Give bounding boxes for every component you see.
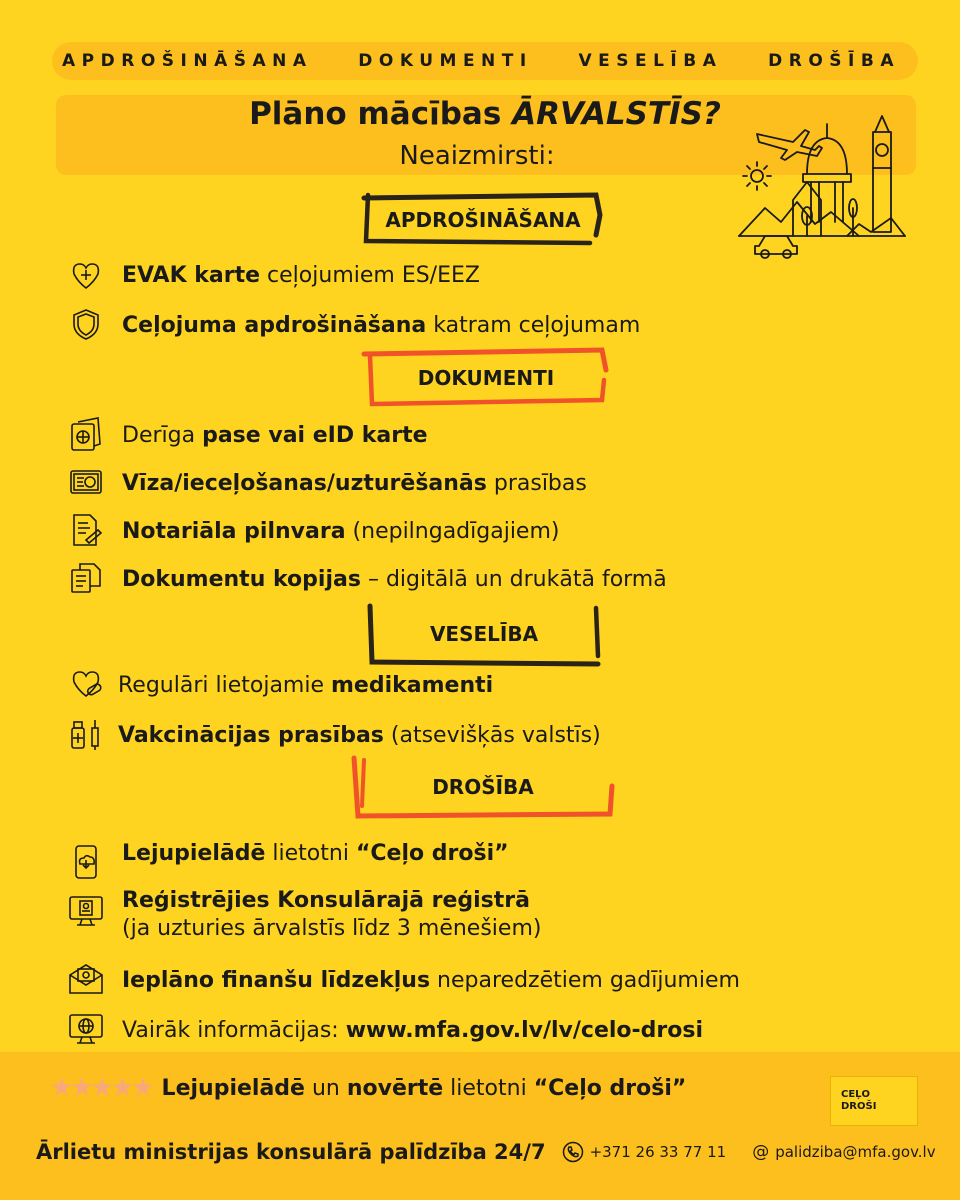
visa-rest: prasības bbox=[486, 471, 587, 496]
logo-line2: DROŠI bbox=[841, 1101, 877, 1112]
health-card-icon bbox=[68, 256, 108, 296]
money-envelope-icon bbox=[68, 961, 108, 1001]
list-item-meds bbox=[68, 672, 493, 706]
contact-line bbox=[36, 1140, 936, 1164]
computer-registry-icon bbox=[68, 893, 108, 933]
visa-stamp-icon bbox=[68, 464, 108, 504]
rate-and: un bbox=[304, 1075, 347, 1101]
list-item-travel-insurance bbox=[68, 312, 640, 346]
copies-bold: Dokumentu kopijas bbox=[122, 567, 361, 592]
app-mid: lietotni bbox=[265, 841, 356, 866]
rate-review: novērtē bbox=[346, 1075, 444, 1101]
category-documents: DOKUMENTI bbox=[358, 51, 533, 71]
register-bold: Reģistrējies Konsulārajā reģistrā bbox=[122, 888, 530, 913]
info-pre: Vairāk informācijas: bbox=[122, 1018, 346, 1043]
rate-download: Lejupielādē bbox=[161, 1075, 305, 1101]
ministry-label: Ārlietu ministrijas konsulārā palīdzība 24/7 bbox=[36, 1140, 546, 1164]
rating-stars[interactable]: ★★★★★ bbox=[50, 1073, 152, 1103]
globe-monitor-icon bbox=[68, 1011, 108, 1051]
page-subtitle: Neaizmirsti: bbox=[399, 141, 555, 171]
title-emphasis: ĀRVALSTĪS? bbox=[512, 96, 721, 132]
passport-bold: pase vai eID karte bbox=[202, 423, 428, 448]
vaccines-bold: Vakcinācijas prasības bbox=[118, 723, 384, 748]
section-documents bbox=[362, 350, 610, 406]
section-health bbox=[366, 604, 602, 664]
copies-icon bbox=[68, 560, 108, 600]
list-item-evak bbox=[68, 262, 480, 296]
list-item-visa bbox=[68, 470, 587, 504]
logo-line1: CEĻO bbox=[841, 1089, 871, 1100]
copies-rest: – digitālā un drukātā formā bbox=[360, 567, 667, 592]
info-link[interactable]: www.mfa.gov.lv/lv/celo-drosi bbox=[345, 1018, 704, 1043]
celo-drosi-logo bbox=[830, 1076, 918, 1126]
notary-document-icon bbox=[68, 512, 108, 552]
category-insurance: APDROŠINĀŠANA bbox=[62, 51, 313, 71]
list-item-vaccines bbox=[68, 722, 601, 756]
notary-rest: (nepilngadīgajiem) bbox=[345, 519, 560, 544]
vaccines-rest: (atsevišķās valstīs) bbox=[383, 723, 601, 748]
phone-icon bbox=[562, 1141, 584, 1163]
app-name: “Ceļo droši” bbox=[355, 841, 509, 866]
section-safety bbox=[352, 756, 614, 818]
title-text: Plāno mācības bbox=[249, 96, 513, 132]
meds-bold: medikamenti bbox=[331, 673, 494, 698]
finance-bold: Ieplāno finanšu līdzekļus bbox=[122, 968, 431, 993]
section-insurance bbox=[360, 195, 606, 245]
phone-cloud-icon bbox=[68, 844, 108, 884]
register-note: (ja uzturies ārvalstīs līdz 3 mēnešiem) bbox=[122, 916, 542, 941]
list-item-finance bbox=[68, 967, 740, 1001]
meds-pre: Regulāri lietojamie bbox=[118, 673, 331, 698]
category-safety: DROŠĪBA bbox=[768, 51, 900, 71]
section-insurance-label: APDROŠINĀŠANA bbox=[385, 208, 581, 232]
rate-app-name: “Ceļo droši” bbox=[533, 1075, 687, 1101]
evak-bold: EVAK karte bbox=[122, 263, 261, 288]
notary-bold: Notariāla pilnvara bbox=[122, 519, 346, 544]
finance-rest: neparedzētiem gadījumiem bbox=[430, 968, 740, 993]
section-documents-label: DOKUMENTI bbox=[417, 366, 555, 390]
section-health-label: VESELĪBA bbox=[429, 622, 539, 646]
email-address: palidziba@mfa.gov.lv bbox=[775, 1143, 936, 1161]
list-item-register bbox=[68, 887, 541, 943]
passport-pre: Derīga bbox=[122, 423, 203, 448]
shield-icon bbox=[68, 306, 108, 346]
at-icon: @ bbox=[752, 1142, 770, 1162]
phone-contact[interactable] bbox=[562, 1141, 727, 1163]
rate-app-line bbox=[50, 1073, 686, 1103]
visa-bold: Vīza/ieceļošanas/uzturēšanās bbox=[122, 471, 487, 496]
phone-number: +371 26 33 77 11 bbox=[589, 1143, 727, 1161]
list-item-copies bbox=[68, 566, 667, 600]
list-item-app bbox=[68, 840, 509, 884]
category-bar bbox=[52, 42, 918, 80]
list-item-notary bbox=[68, 518, 559, 552]
passport-icon bbox=[68, 416, 108, 456]
list-item-passport bbox=[68, 422, 428, 456]
heart-pills-icon bbox=[68, 666, 108, 706]
travel-city-illustration bbox=[735, 112, 907, 262]
rate-app-word: lietotni bbox=[443, 1075, 534, 1101]
app-bold: Lejupielādē bbox=[122, 841, 266, 866]
list-item-info bbox=[68, 1017, 703, 1051]
email-contact[interactable] bbox=[752, 1142, 935, 1162]
travel-ins-rest: katram ceļojumam bbox=[426, 313, 641, 338]
section-safety-label: DROŠĪBA bbox=[432, 775, 534, 799]
vaccine-icon bbox=[68, 716, 108, 756]
category-health: VESELĪBA bbox=[578, 51, 723, 71]
travel-ins-bold: Ceļojuma apdrošināšana bbox=[122, 313, 427, 338]
evak-rest: ceļojumiem ES/EEZ bbox=[260, 263, 480, 288]
